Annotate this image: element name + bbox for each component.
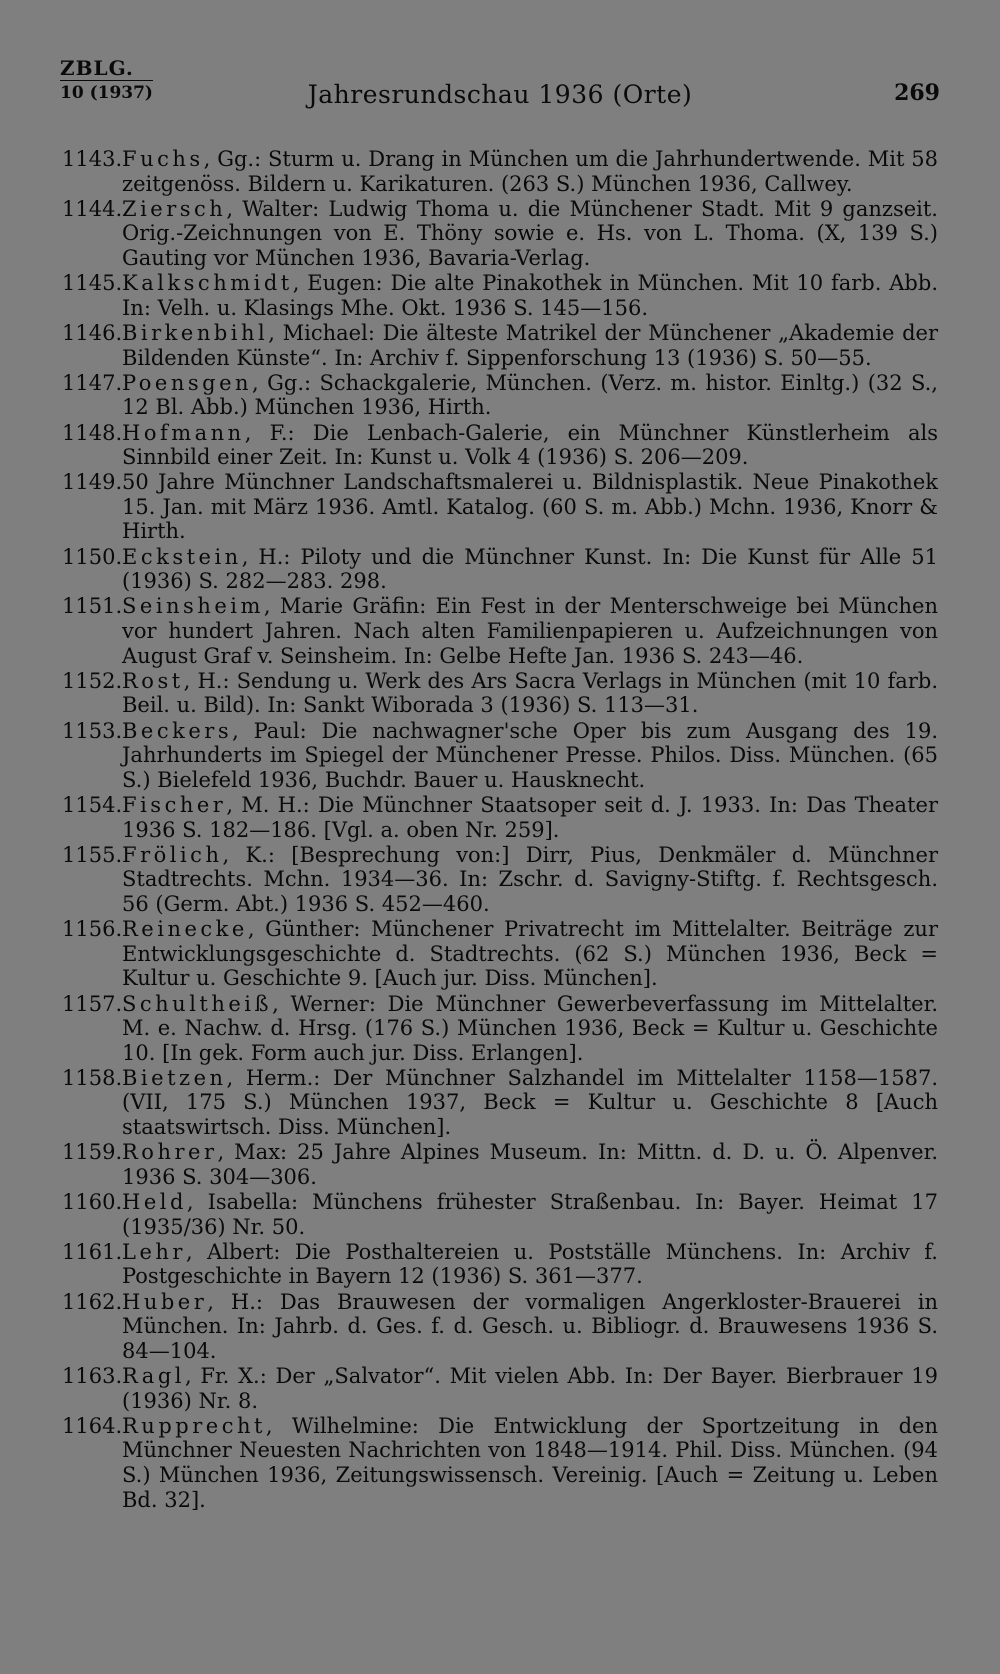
bibliography-entry [62,992,938,1066]
bibliography-entry [62,1066,938,1140]
entry-text: , Herm.: Der Münchner Salzhandel im Mittelalter 1158—1587. (VII, 175 S.) München 1937, Beck = Kultur u. Geschichte 8 [Auch staatswirtsch. Diss. München]. [122,1065,938,1140]
bibliography-entry [62,917,938,991]
entry-text: , Fr. X.: Der „Salvator“. Mit vielen Abb. In: Der Bayer. Bierbrauer 19 (1936) Nr. 8. [122,1363,938,1413]
entry-text: , M. H.: Die Münchner Staatsoper seit d. J. 1933. In: Das Theater 1936 S. 182—186. [Vgl. a. oben Nr. 259]. [122,792,938,842]
entry-text: , Marie Gräfin: Ein Fest in der Menterschweige bei München vor hundert Jahren. Nach alten Familienpapieren u. Aufzeichnungen von August Graf v. Seinsheim. In: Gelbe Hefte Jan. 1936 S. 243—46. [122,594,938,668]
entry-author: Schultheiß [122,991,273,1016]
bibliography-entry [62,197,938,271]
entry-text: , Albert: Die Posthaltereien u. Postställe Münchens. In: Archiv f. Postgeschichte in Bayern 12 (1936) S. 361—377. [122,1239,938,1289]
bibliography-entry [62,1290,938,1364]
bibliography-entry [62,594,938,668]
entry-number: 1146. [62,320,123,345]
bibliography-entry [62,719,938,793]
bibliography-entry [62,371,938,420]
entry-number: 1164. [62,1413,123,1438]
entry-number: 1157. [62,991,123,1016]
bibliography-entry [62,321,938,370]
entry-number: 1154. [62,792,123,817]
entry-text: , F.: Die Lenbach-Galerie, ein Münchner Künstlerheim als Sinnbild einer Zeit. In: Kunst u. Volk 4 (1936) S. 206—209. [122,420,938,470]
bibliography-entry [62,147,938,196]
bibliography-entry [62,1364,938,1413]
running-title: Jahresrundschau 1936 (Orte) [307,80,693,109]
page-number: 269 [894,80,940,106]
bibliography-entry [62,1240,938,1289]
entry-number: 1151. [62,594,123,619]
entry-author: Poensgen [122,370,253,395]
bibliography-entry [62,271,938,320]
entry-author: Huber [122,1289,208,1314]
entry-author: Kalkschmidt [122,271,293,296]
entry-author: Rupprecht [122,1413,266,1438]
entry-text: , Gg.: Schackgalerie, München. (Verz. m. histor. Einltg.) (32 S., 12 Bl. Abb.) München 1936, Hirth. [122,370,938,420]
journal-name: ZBLG. [60,56,134,80]
entry-number: 1161. [62,1239,123,1264]
bibliography-entry [62,470,938,544]
entry-number: 1144. [62,196,123,221]
entry-author: Lehr [122,1239,186,1264]
entry-text: , Günther: Münchener Privatrecht im Mittelalter. Beiträge zur Entwicklungsgeschichte d. Stadtrechts. (62 S.) München 1936, Beck = Kultur u. Geschichte 9. [Auch jur. Diss. München]. [122,917,938,991]
entry-number: 1160. [62,1190,123,1215]
entry-text: , Gg.: Sturm u. Drang in München um die Jahrhundertwende. Mit 58 zeitgenöss. Bildern u. Karikaturen. (263 S.) München 1936, Callwey. [122,147,938,196]
entry-author: Rohrer [122,1140,218,1165]
entry-text: , H.: Piloty und die Münchner Kunst. In: Die Kunst für Alle 51 (1936) S. 282—283. 298. [122,544,938,594]
entry-number: 1148. [62,420,123,445]
bibliography-entry [62,1140,938,1189]
entry-text: , Werner: Die Münchner Gewerbeverfassung im Mittelalter. M. e. Nachw. d. Hrsg. (176 S.) München 1936, Beck = Kultur u. Geschichte 10. [In gek. Form auch jur. Diss. Erlangen]. [122,991,938,1065]
entry-text: , H.: Das Brauwesen der vormaligen Angerkloster-Brauerei in München. In: Jahrb. d. Ges. f. d. Gesch. u. Bibliogr. d. Brauwesens 1936 S. 84—104. [122,1289,938,1363]
entry-author: Ragl [122,1363,185,1388]
entry-author: Fischer [122,792,227,817]
entry-author: Fuchs [122,147,204,171]
entry-author: Reinecke [122,917,248,942]
entry-author: Beckers [122,718,233,743]
entry-author: Rost [122,668,184,693]
entry-author: Frölich [122,842,223,867]
entry-number: 1159. [62,1140,123,1165]
entry-number: 1145. [62,271,123,296]
entry-number: 1152. [62,668,123,693]
entry-text: , Paul: Die nachwagner'sche Oper bis zum Ausgang des 19. Jahrhunderts im Spiegel der Münchener Presse. Philos. Diss. München. (65 S.) Bielefeld 1936, Buchdr. Bauer u. Hausknecht. [122,718,938,792]
bibliography-entry [62,421,938,470]
entry-number: 1143. [62,147,123,171]
entry-text: , K.: [Besprechung von:] Dirr, Pius, Denkmäler d. Münchner Stadtrechts. Mchn. 1934—36. In: Zschr. d. Savigny-Stiftg. f. Rechtsgesch. 56 (Germ. Abt.) 1936 S. 452—460. [122,842,938,916]
entry-text: , H.: Sendung u. Werk des Ars Sacra Verlags in München (mit 10 farb. Beil. u. Bild). In: Sankt Wiborada 3 (1936) S. 113—31. [122,668,938,718]
entry-number: 1162. [62,1289,123,1314]
bibliography-list [62,147,938,1513]
bibliography-entry [62,1414,938,1512]
entry-number: 1155. [62,842,123,867]
entry-author: Bietzen [122,1065,227,1090]
entry-text: , Max: 25 Jahre Alpines Museum. In: Mittn. d. D. u. Ö. Alpenver. 1936 S. 304—306. [122,1140,938,1189]
entry-text: , Walter: Ludwig Thoma u. die Münchener Stadt. Mit 9 ganzseit. Orig.-Zeichnungen von E. Thöny sowie e. Hs. von L. Thoma. (X, 139 S.) Gauting vor München 1936, Bavaria-Verlag. [122,196,938,270]
entry-text: , Isabella: Münchens frühester Straßenbau. In: Bayer. Heimat 17 (1935/36) Nr. 50. [122,1190,938,1239]
entry-author: Birkenbihl [122,320,269,345]
entry-text: , Wilhelmine: Die Entwicklung der Sportzeitung in den Münchner Neuesten Nachrichten von 1848—1914. Phil. Diss. München. (94 S.) München 1936, Zeitungswissensch. Vereinig. [Auch = Zeitung u. Leben Bd. 32]. [122,1413,938,1512]
entry-number: 1156. [62,917,123,942]
bibliography-entry [62,669,938,718]
entry-number: 1153. [62,718,123,743]
bibliography-entry [62,843,938,917]
journal-volume: 10 (1937) [60,80,153,103]
entry-text: , Eugen: Die alte Pinakothek in München. Mit 10 farb. Abb. In: Velh. u. Klasings Mhe. Okt. 1936 S. 145—156. [122,271,938,320]
entry-author: Seinsheim [122,594,264,619]
page-header [60,58,940,118]
entry-number: 1150. [62,544,123,569]
entry-number: 1147. [62,370,123,395]
bibliography-entry [62,545,938,594]
bibliography-entry [62,1190,938,1239]
entry-author: Hofmann [122,420,245,445]
entry-number: 1149. [62,470,123,495]
entry-number: 1158. [62,1065,123,1090]
bibliography-entry [62,793,938,842]
entry-number: 1163. [62,1363,123,1388]
entry-text: 50 Jahre Münchner Landschaftsmalerei u. Bildnisplastik. Neue Pinakothek 15. Jan. mit März 1936. Amtl. Katalog. (60 S. m. Abb.) Mchn. 1936, Knorr & Hirth. [122,470,938,544]
entry-author: Eckstein [122,544,242,569]
entry-author: Ziersch [122,196,227,221]
entry-text: , Michael: Die älteste Matrikel der Münchener „Akademie der Bildenden Künste“. In: Archiv f. Sippenforschung 13 (1936) S. 50—55. [122,320,938,370]
entry-author: Held [122,1190,187,1215]
